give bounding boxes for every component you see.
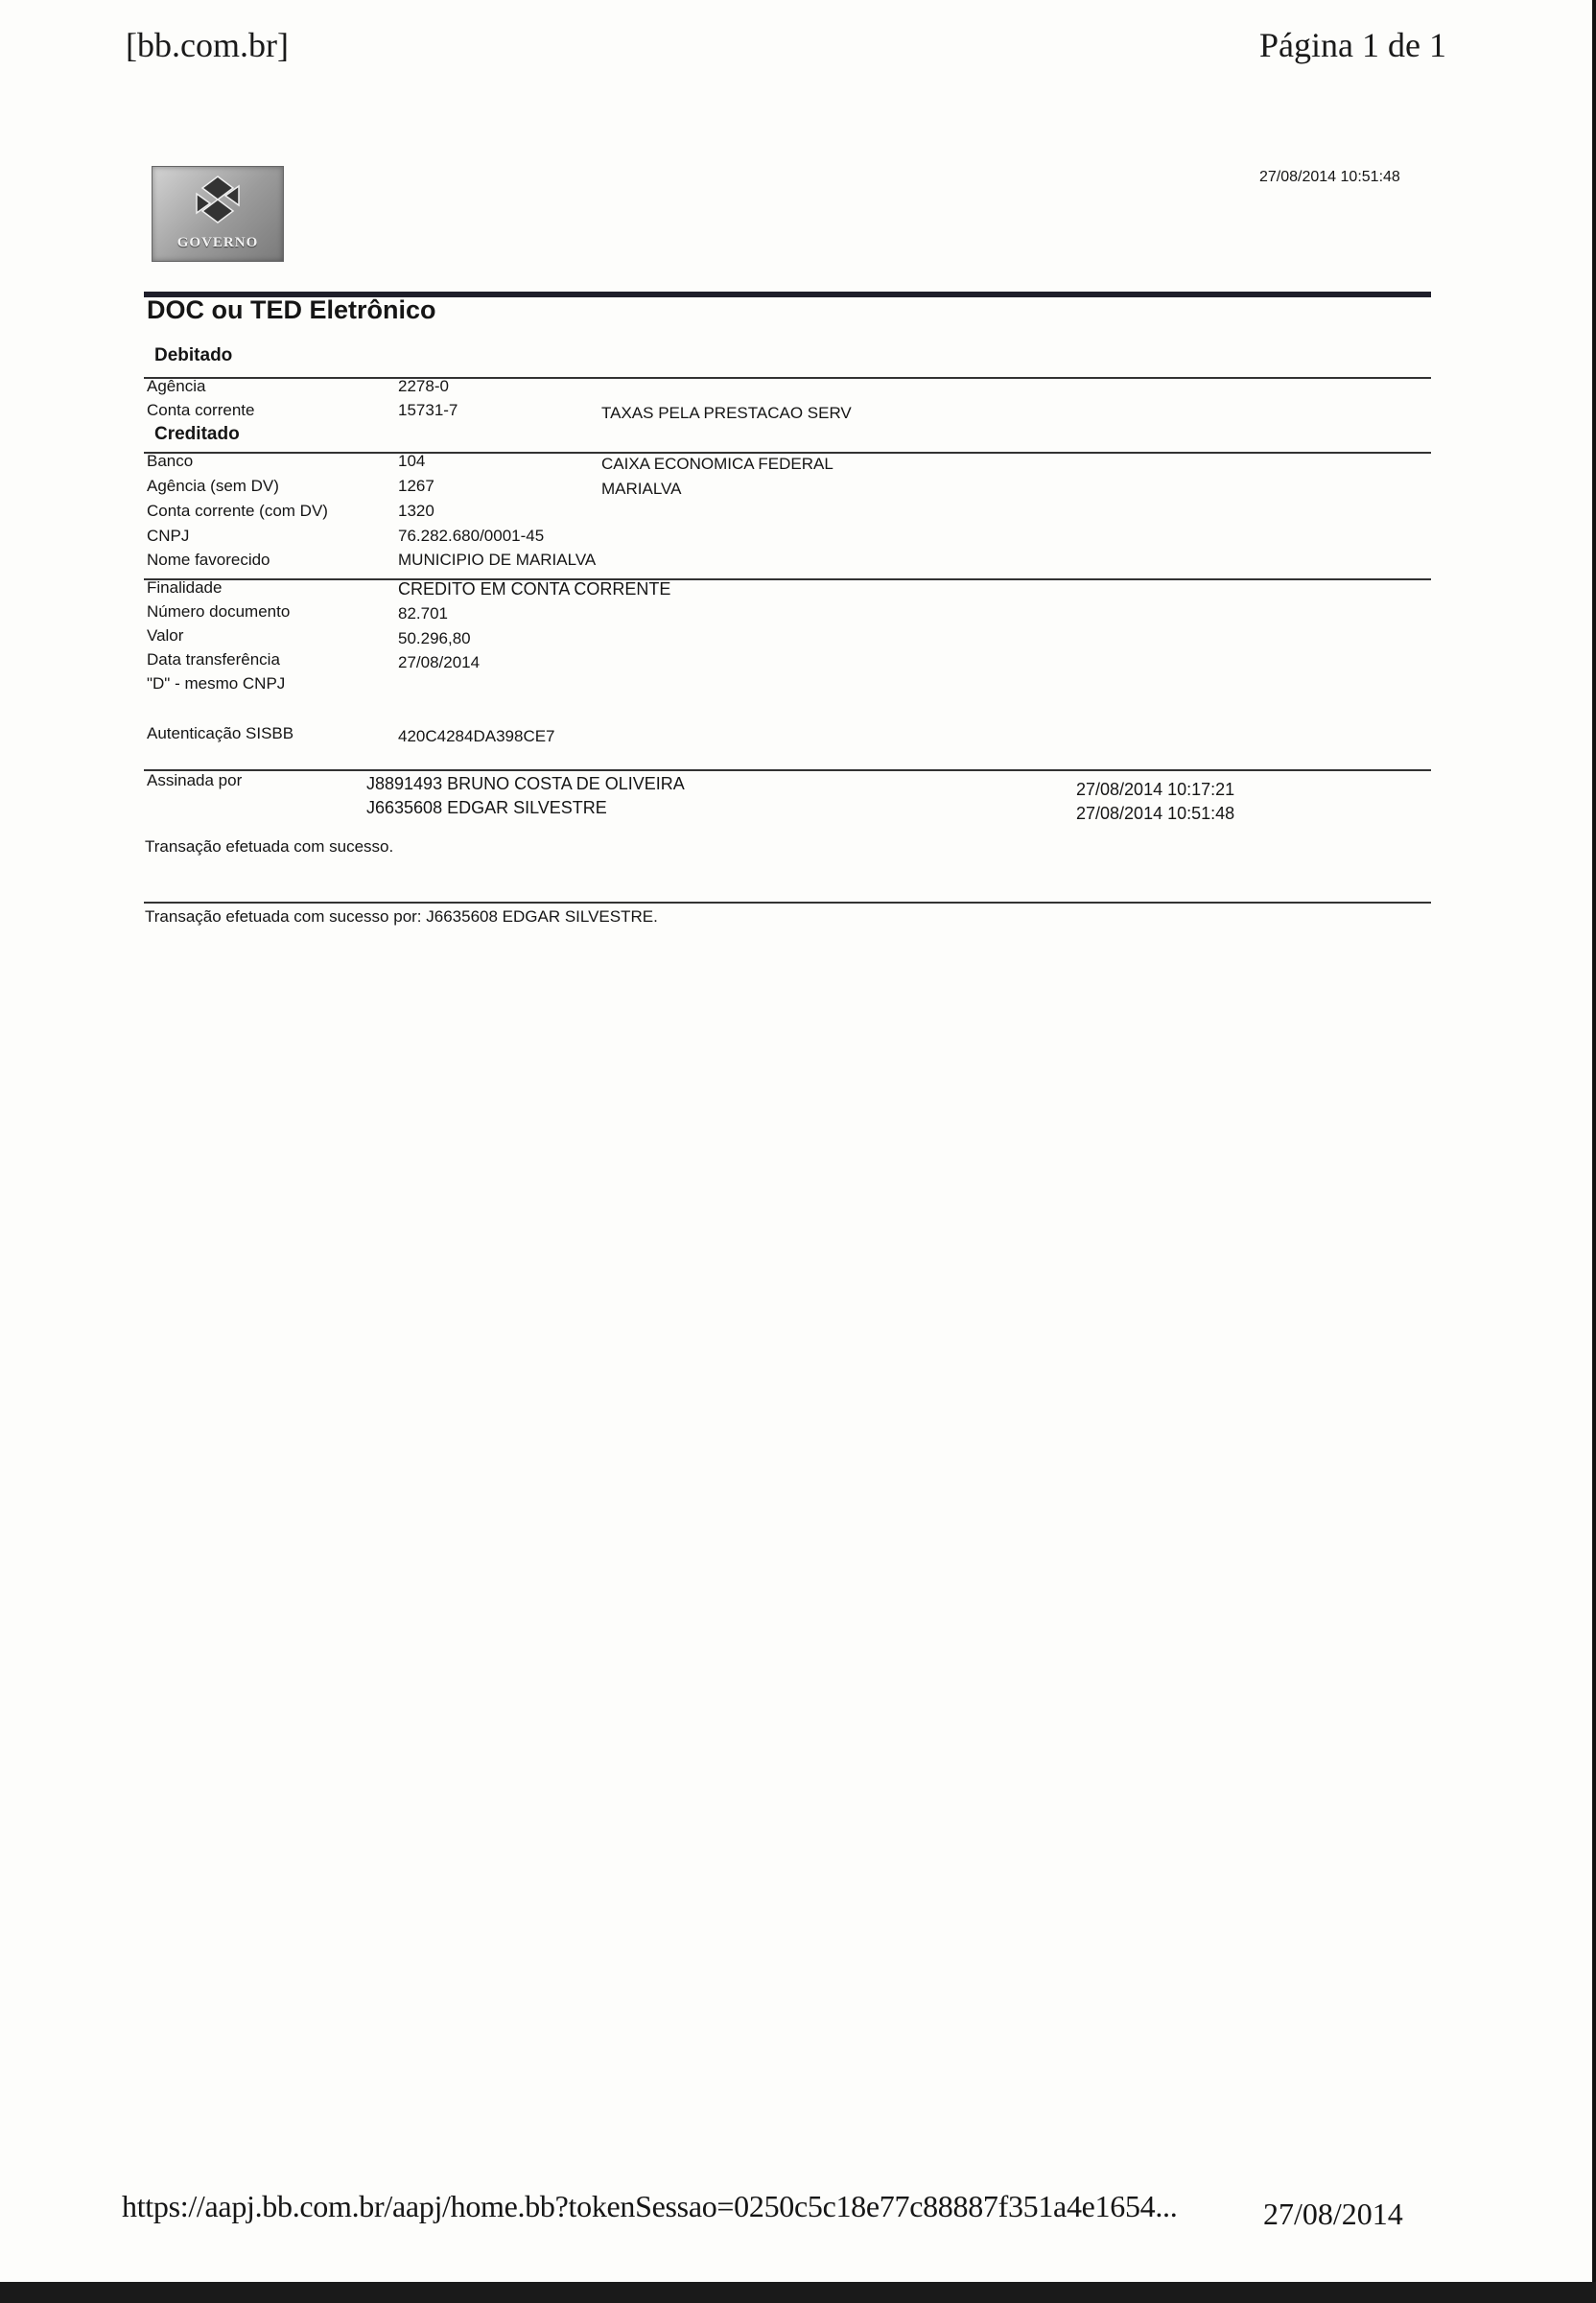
debitado-conta-desc: TAXAS PELA PRESTACAO SERV xyxy=(601,404,852,422)
debitado-conta-label: Conta corrente xyxy=(147,401,255,419)
page-number: Página 1 de 1 xyxy=(1259,26,1446,64)
signer-1-time: 27/08/2014 10:17:21 xyxy=(1076,780,1235,799)
status-message: Transação efetuada com sucesso. xyxy=(145,837,394,856)
details-rule xyxy=(144,578,1431,580)
footer-rule xyxy=(144,902,1431,904)
creditado-favorecido-value: MUNICIPIO DE MARIALVA xyxy=(398,551,597,569)
finalidade-value: CREDITO EM CONTA CORRENTE xyxy=(398,579,671,599)
signer-2-name: J6635608 EDGAR SILVESTRE xyxy=(366,798,607,817)
scan-edge-right xyxy=(1592,0,1596,2303)
creditado-banco-label: Banco xyxy=(147,452,194,470)
debitado-conta-value: 15731-7 xyxy=(398,401,458,419)
debitado-agencia-value: 2278-0 xyxy=(398,377,449,395)
autenticacao-label: Autenticação SISBB xyxy=(147,724,294,742)
mesmo-cnpj-label: "D" - mesmo CNPJ xyxy=(147,674,286,693)
page-title: DOC ou TED Eletrônico xyxy=(147,295,436,324)
creditado-conta-label: Conta corrente (com DV) xyxy=(147,502,328,520)
finalidade-label: Finalidade xyxy=(147,578,223,597)
printed-timestamp: 27/08/2014 10:51:48 xyxy=(1259,169,1400,185)
creditado-agencia-value: 1267 xyxy=(398,477,434,495)
creditado-banco-value: 104 xyxy=(398,452,426,470)
creditado-rule xyxy=(144,452,1431,454)
creditado-heading: Creditado xyxy=(154,424,240,444)
debitado-agencia-label: Agência xyxy=(147,377,206,395)
footer-status-message: Transação efetuada com sucesso por: J6635608 EDGAR SILVESTRE. xyxy=(145,907,658,926)
logo-label: GOVERNO xyxy=(176,235,259,250)
debitado-heading: Debitado xyxy=(154,345,233,365)
signer-1-name: J8891493 BRUNO COSTA DE OLIVEIRA xyxy=(366,774,685,793)
scan-edge-bottom xyxy=(0,2282,1596,2303)
valor-value: 50.296,80 xyxy=(398,629,471,647)
creditado-cnpj-label: CNPJ xyxy=(147,527,190,545)
autenticacao-value: 420C4284DA398CE7 xyxy=(398,727,555,745)
assinada-por-label: Assinada por xyxy=(147,771,243,789)
governo-logo xyxy=(152,166,284,262)
creditado-favorecido-label: Nome favorecido xyxy=(147,551,270,569)
data-transferencia-label: Data transferência xyxy=(147,650,280,669)
creditado-agencia-label: Agência (sem DV) xyxy=(147,477,279,495)
valor-label: Valor xyxy=(147,626,184,645)
debitado-rule xyxy=(144,377,1431,379)
data-transferencia-value: 27/08/2014 xyxy=(398,653,481,671)
signatures-rule xyxy=(144,769,1431,771)
site-header: [bb.com.br] xyxy=(126,26,289,64)
page-url: https://aapj.bb.com.br/aapj/home.bb?tokenSessao=0250c5c18e77c88887f351a4e1654... xyxy=(122,2189,1178,2223)
numero-documento-label: Número documento xyxy=(147,602,291,621)
url-date: 27/08/2014 xyxy=(1263,2197,1403,2231)
numero-documento-value: 82.701 xyxy=(398,604,448,623)
signer-2-time: 27/08/2014 10:51:48 xyxy=(1076,804,1235,823)
creditado-cnpj-value: 76.282.680/0001-45 xyxy=(398,527,545,545)
creditado-conta-value: 1320 xyxy=(398,502,434,520)
creditado-agencia-city: MARIALVA xyxy=(601,480,682,498)
bb-logo-icon xyxy=(189,175,246,224)
creditado-banco-name: CAIXA ECONOMICA FEDERAL xyxy=(601,455,833,473)
